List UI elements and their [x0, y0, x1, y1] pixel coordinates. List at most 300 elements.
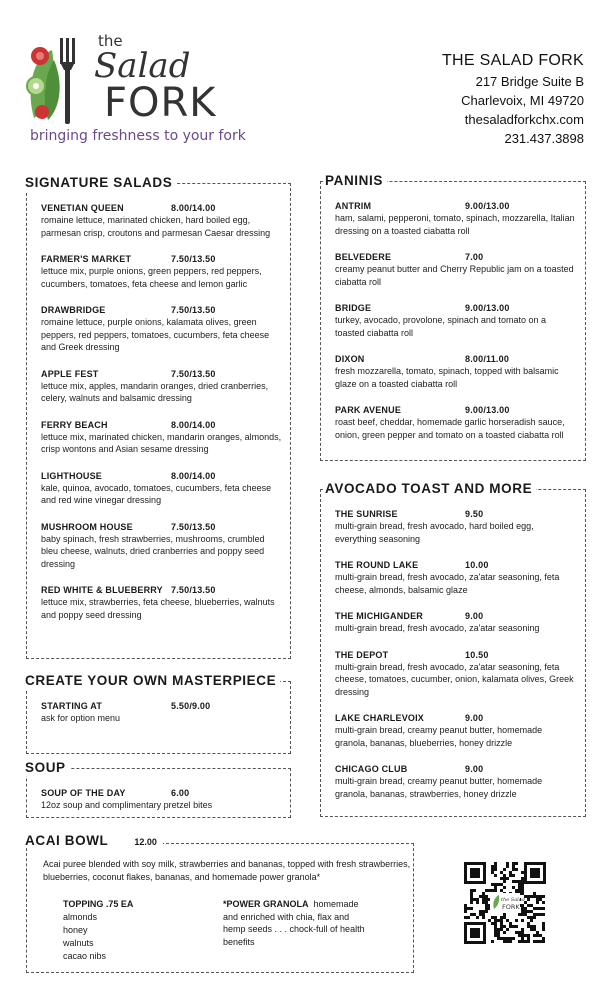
menu-item [335, 649, 577, 699]
qr-module [500, 871, 503, 874]
qr-module [527, 916, 530, 919]
logo [24, 30, 246, 150]
menu-item-description: roast beef, cheddar, homemade garlic horseradish sauce, onion, green pepper and tomato on a toasted ciabatta roll [335, 417, 565, 440]
qr-module [521, 880, 524, 883]
qr-module [527, 925, 530, 928]
menu-item-name: ANTRIM [335, 201, 372, 211]
qr-module [494, 868, 497, 871]
qr-module [542, 922, 545, 925]
qr-module [485, 907, 488, 910]
qr-module [494, 916, 497, 919]
menu-item-name: FERRY BEACH [41, 419, 108, 430]
qr-module [491, 865, 494, 868]
qr-module [527, 940, 530, 943]
qr-module [530, 895, 533, 898]
menu-item-header [335, 712, 577, 724]
address-line-1: 217 Bridge Suite B [475, 74, 584, 89]
menu-item-price: 7.50/13.50 [171, 254, 216, 264]
qr-module [539, 934, 542, 937]
qr-module [530, 925, 533, 928]
menu-item-description: romaine lettuce, purple onions, kalamata olives, green peppers, red peppers, tomatoes, cucumbers, feta cheese and Greek dressing [41, 317, 270, 352]
qr-module [521, 928, 524, 931]
menu-item-description: multi-grain bread, creamy peanut butter, homemade granola, bananas, blueberries, honey drizzle [335, 725, 543, 748]
menu-item-description: multi-grain bread, fresh avocado, za'atar seasoning, feta cheese, almonds, balsamic glaze [335, 572, 560, 595]
qr-module [509, 937, 512, 940]
menu-list [335, 508, 577, 814]
menu-item [41, 584, 282, 621]
qr-module [530, 910, 533, 913]
qr-module [515, 880, 518, 883]
qr-module [539, 898, 542, 901]
qr-module [482, 913, 485, 916]
logo-the-text: the [98, 32, 123, 50]
menu-item [41, 304, 282, 354]
qr-module [536, 913, 539, 916]
address-line-2: Charlevoix, MI 49720 [461, 93, 584, 108]
qr-module [482, 895, 485, 898]
menu-item-description: turkey, avocado, provolone, spinach and tomato on a toasted ciabatta roll [335, 315, 546, 338]
menu-item [335, 404, 577, 441]
qr-module [518, 934, 521, 937]
qr-module [494, 883, 497, 886]
qr-module [521, 937, 524, 940]
menu-item-header [41, 584, 282, 596]
qr-module [521, 934, 524, 937]
qr-module [509, 922, 512, 925]
qr-module [497, 934, 500, 937]
toppings-list [63, 898, 133, 963]
qr-module [542, 928, 545, 931]
qr-module [533, 934, 536, 937]
soup-section [25, 760, 291, 818]
menu-item-name: BELVEDERE [335, 252, 392, 262]
qr-module [533, 907, 536, 910]
qr-module [518, 880, 521, 883]
qr-module [494, 874, 497, 877]
qr-module [521, 913, 524, 916]
qr-module [464, 910, 467, 913]
menu-item [41, 368, 282, 405]
qr-module [494, 919, 497, 922]
qr-module [521, 940, 524, 943]
menu-item-price: 9.00/13.00 [465, 405, 510, 415]
restaurant-name: THE SALAD FORK [441, 52, 584, 69]
qr-module [539, 907, 542, 910]
qr-module [536, 934, 539, 937]
qr-module [491, 883, 494, 886]
qr-module [524, 913, 527, 916]
menu-item-description: romaine lettuce, marinated chicken, hard boiled egg, parmesan crisp, croutons and parmesan Caesar dressing [41, 215, 271, 238]
qr-module [503, 913, 506, 916]
menu-item-header [335, 508, 577, 520]
menu-item-header [41, 304, 282, 316]
qr-module [512, 865, 515, 868]
menu-item-name: PARK AVENUE [335, 405, 402, 415]
qr-module [473, 889, 476, 892]
menu-item-header [41, 521, 282, 533]
qr-module [503, 925, 506, 928]
qr-module [518, 883, 521, 886]
menu-item-name: MUSHROOM HOUSE [41, 521, 133, 532]
qr-module [491, 922, 494, 925]
qr-module [500, 937, 503, 940]
menu-item-name: LIGHTHOUSE [41, 470, 103, 481]
menu-item-header [41, 419, 282, 431]
menu-item-header [335, 649, 577, 661]
website-link[interactable]: thesaladforkchx.com [464, 112, 584, 127]
menu-item-description: multi-grain bread, fresh avocado, za'atar seasoning [335, 623, 540, 633]
qr-module [512, 880, 515, 883]
qr-module [521, 904, 524, 907]
qr-module [497, 931, 500, 934]
qr-module [479, 910, 482, 913]
qr-module [524, 910, 527, 913]
qr-module [488, 919, 491, 922]
section-title [23, 833, 163, 848]
menu-item-header [41, 202, 282, 214]
qr-module [506, 877, 509, 880]
menu-item-header [41, 700, 282, 712]
qr-module [533, 925, 536, 928]
menu-item [335, 508, 577, 545]
section-title: PANINIS [323, 173, 387, 189]
menu-item-price: 8.00/14.00 [171, 419, 216, 430]
qr-module [530, 904, 533, 907]
qr-module [533, 913, 536, 916]
qr-logo-text: the Salad [501, 897, 525, 903]
menu-item-description: lettuce mix, purple onions, green peppers, red peppers, cucumbers, tomatoes, feta cheese and lemon garlic [41, 266, 262, 289]
qr-module [512, 925, 515, 928]
menu-item [335, 763, 577, 800]
menu-item-price: 7.50/13.50 [171, 368, 216, 379]
menu-item-name: DRAWBRIDGE [41, 305, 106, 315]
create-your-own-section [25, 673, 291, 754]
qr-module [473, 913, 476, 916]
menu-item-price: 8.00/14.00 [171, 203, 216, 213]
qr-module [494, 925, 497, 928]
qr-module [473, 898, 476, 901]
qr-module [494, 922, 497, 925]
qr-module [527, 934, 530, 937]
menu-list [41, 787, 282, 826]
menu-item-name: CHICAGO CLUB [335, 764, 408, 774]
qr-module [485, 889, 488, 892]
qr-module [500, 916, 503, 919]
qr-module [500, 928, 503, 931]
menu-item-header [335, 353, 577, 365]
qr-module [521, 889, 524, 892]
menu-item-name: THE MICHIGANDER [335, 611, 423, 621]
menu-item-price: 7.50/13.50 [171, 305, 216, 315]
menu-item-header [41, 470, 282, 482]
logo-tagline: bringing freshness to your fork [30, 128, 246, 144]
qr-module [539, 913, 542, 916]
avocado-toast-section [320, 481, 586, 817]
qr-module [512, 868, 515, 871]
menu-item-name: LAKE CHARLEVOIX [335, 713, 425, 723]
menu-item-description: kale, quinoa, avocado, tomatoes, cucumbers, feta cheese and red wine vinegar dressing [41, 482, 272, 505]
menu-item [41, 253, 282, 290]
menu-item-description: ham, salami, pepperoni, tomato, spinach, mozzarella, Italian dressing on a toasted ciabatta roll [335, 213, 575, 236]
qr-module [527, 898, 530, 901]
qr-module [488, 889, 491, 892]
qr-module [521, 871, 524, 874]
qr-module [497, 919, 500, 922]
menu-item-description: multi-grain bread, fresh avocado, za'atar seasoning, feta cheese, tomatoes, cucumber, onion, kalamata olives, Greek dressing [335, 661, 574, 697]
paninis-section [320, 173, 586, 461]
menu-item-price: 10.00 [465, 560, 489, 570]
menu-item-name: DIXON [335, 354, 365, 364]
topping-item: walnuts [63, 938, 94, 948]
menu-item-description: 12oz soup and complimentary pretzel bites [41, 800, 213, 810]
qr-module [476, 901, 479, 904]
qr-module [497, 937, 500, 940]
menu-item-price: 9.50 [465, 509, 484, 519]
menu-item [335, 353, 577, 390]
qr-module [518, 913, 521, 916]
qr-module [542, 913, 545, 916]
qr-module [518, 940, 521, 943]
menu-item-description: multi-grain bread, creamy peanut butter, homemade granola, bananas, strawberries, honey drizzle [335, 776, 543, 799]
qr-module [491, 940, 494, 943]
qr-module [485, 910, 488, 913]
menu-item-name: APPLE FEST [41, 368, 99, 379]
qr-module [521, 907, 524, 910]
qr-module [512, 886, 515, 889]
qr-module [518, 886, 521, 889]
menu-item-name: RED WHITE & BLUEBERRY [41, 585, 163, 595]
qr-module [503, 874, 506, 877]
menu-item-price: 9.00 [465, 713, 484, 723]
qr-module [527, 904, 530, 907]
qr-module [527, 922, 530, 925]
qr-module [470, 898, 473, 901]
menu-item [335, 610, 577, 635]
qr-module [524, 934, 527, 937]
qr-module [494, 889, 497, 892]
qr-module [515, 931, 518, 934]
menu-item-price: 7.50/13.50 [171, 521, 216, 532]
qr-module [509, 925, 512, 928]
qr-module [515, 925, 518, 928]
qr-module [470, 907, 473, 910]
menu-item-description: fresh mozzarella, tomato, spinach, topped with balsamic glaze on a toasted ciabatta roll [335, 366, 559, 389]
qr-module [470, 892, 473, 895]
qr-module [533, 940, 536, 943]
qr-module [494, 934, 497, 937]
menu-item-description: creamy peanut butter and Cherry Republic jam on a toasted ciabatta roll [335, 264, 574, 287]
granola-description: homemade and enriched with chia, flax and hemp seeds . . . chock-full of health benefits [223, 899, 365, 947]
qr-module [494, 886, 497, 889]
qr-module [527, 910, 530, 913]
qr-module [521, 886, 524, 889]
qr-module [503, 916, 506, 919]
qr-module [485, 901, 488, 904]
qr-module [533, 892, 536, 895]
qr-code[interactable] [462, 860, 548, 946]
qr-module [470, 901, 473, 904]
qr-module [521, 892, 524, 895]
qr-module [494, 865, 497, 868]
menu-item [41, 419, 282, 456]
qr-module [479, 913, 482, 916]
menu-item-name: VENETIAN QUEEN [41, 203, 124, 213]
topping-item: almonds [63, 912, 98, 922]
qr-module [515, 868, 518, 871]
qr-module [530, 919, 533, 922]
qr-module [524, 940, 527, 943]
menu-item-price: 5.50/9.00 [171, 701, 211, 711]
qr-module [494, 928, 497, 931]
menu-item-price: 9.00 [465, 611, 484, 621]
qr-module [482, 910, 485, 913]
qr-module [509, 871, 512, 874]
menu-item-price: 9.00/13.00 [465, 201, 510, 211]
qr-module [470, 895, 473, 898]
qr-module [536, 931, 539, 934]
qr-module [500, 883, 503, 886]
section-title: SIGNATURE SALADS [23, 175, 176, 191]
menu-item-name: SOUP OF THE DAY [41, 788, 126, 798]
section-title: AVOCADO TOAST AND MORE [323, 481, 536, 497]
qr-module [512, 874, 515, 877]
qr-module [515, 919, 518, 922]
qr-module [539, 940, 542, 943]
qr-module [485, 895, 488, 898]
menu-item [41, 202, 282, 239]
qr-module [485, 904, 488, 907]
qr-module [500, 922, 503, 925]
contact-block [442, 50, 584, 148]
menu-item-header [41, 787, 282, 799]
qr-module [482, 892, 485, 895]
menu-item [41, 787, 282, 812]
section-title: CREATE YOUR OWN MASTERPIECE [23, 673, 280, 689]
menu-item-name: BRIDGE [335, 303, 372, 313]
qr-module [533, 916, 536, 919]
qr-module [482, 901, 485, 904]
phone-number[interactable]: 231.437.3898 [504, 131, 584, 146]
qr-module [476, 916, 479, 919]
menu-item-name: THE SUNRISE [335, 509, 398, 519]
acai-price: 12.00 [134, 837, 157, 847]
qr-module [482, 916, 485, 919]
menu-item [335, 302, 577, 339]
menu-item-price: 7.00 [465, 252, 484, 262]
qr-module [467, 907, 470, 910]
menu-item-header [335, 251, 577, 263]
qr-module [500, 877, 503, 880]
qr-module [512, 862, 515, 865]
menu-item-header [335, 610, 577, 622]
menu-list [41, 700, 282, 739]
qr-module [503, 931, 506, 934]
qr-module [491, 868, 494, 871]
qr-module [506, 865, 509, 868]
qr-module [503, 877, 506, 880]
qr-module [509, 874, 512, 877]
section-title: SOUP [23, 760, 70, 776]
power-granola-note [223, 898, 373, 948]
qr-module [464, 907, 467, 910]
qr-module [515, 862, 518, 865]
qr-module [527, 937, 530, 940]
menu-list [335, 200, 577, 455]
menu-item-description: ask for option menu [41, 713, 121, 723]
menu-item-name: THE ROUND LAKE [335, 560, 419, 570]
logo-salad-text: Salad [94, 46, 191, 86]
menu-item-header [335, 200, 577, 212]
qr-module [479, 895, 482, 898]
menu-item-price: 6.00 [171, 788, 190, 798]
qr-module [530, 916, 533, 919]
qr-module [542, 895, 545, 898]
qr-module [503, 880, 506, 883]
signature-salads-section [25, 175, 291, 659]
qr-logo-fork-text: FORK [502, 903, 520, 911]
menu-item-name: FARMER'S MARKET [41, 254, 132, 264]
qr-module [536, 940, 539, 943]
salad-fork-logo-icon [24, 30, 94, 126]
qr-module [542, 940, 545, 943]
menu-item-name: THE DEPOT [335, 649, 389, 660]
qr-module [533, 928, 536, 931]
logo-fork-text: FORK [104, 80, 217, 126]
qr-module [497, 883, 500, 886]
menu-item-price: 9.00 [465, 764, 484, 774]
qr-module [536, 901, 539, 904]
menu-item-header [335, 302, 577, 314]
granola-label: *POWER GRANOLA [223, 899, 309, 909]
topping-header: TOPPING .75 EA [63, 899, 134, 909]
acai-bowl-section [25, 833, 414, 973]
qr-module [464, 916, 467, 919]
menu-item-header [41, 253, 282, 265]
qr-module [482, 898, 485, 901]
qr-module [503, 868, 506, 871]
qr-module [521, 910, 524, 913]
acai-title-text: ACAI BOWL [25, 833, 109, 848]
qr-module [503, 940, 506, 943]
menu-item-header [335, 763, 577, 775]
qr-module [521, 883, 524, 886]
qr-module [503, 886, 506, 889]
qr-module [497, 928, 500, 931]
qr-module [536, 907, 539, 910]
topping-item: honey [63, 925, 88, 935]
qr-module [536, 898, 539, 901]
menu-item [335, 712, 577, 749]
qr-module [470, 889, 473, 892]
qr-module [506, 919, 509, 922]
qr-module [491, 871, 494, 874]
menu-item [335, 251, 577, 288]
qr-module [503, 937, 506, 940]
qr-module [470, 913, 473, 916]
qr-module [500, 919, 503, 922]
menu-item-description: baby spinach, fresh strawberries, mushrooms, crumbled bleu cheese, walnuts, dried cranberries and poppy seed dressing [41, 533, 265, 569]
qr-module [524, 907, 527, 910]
qr-module [512, 937, 515, 940]
qr-module [527, 895, 530, 898]
qr-module [464, 904, 467, 907]
qr-module [542, 937, 545, 940]
menu-item [41, 470, 282, 507]
qr-module [506, 862, 509, 865]
menu-item-header [335, 559, 577, 571]
qr-module [494, 862, 497, 865]
acai-description: Acai puree blended with soy milk, strawberries and bananas, topped with fresh strawberries, blueberries, coconut flakes, bananas, and homemade power granola* [43, 859, 411, 882]
